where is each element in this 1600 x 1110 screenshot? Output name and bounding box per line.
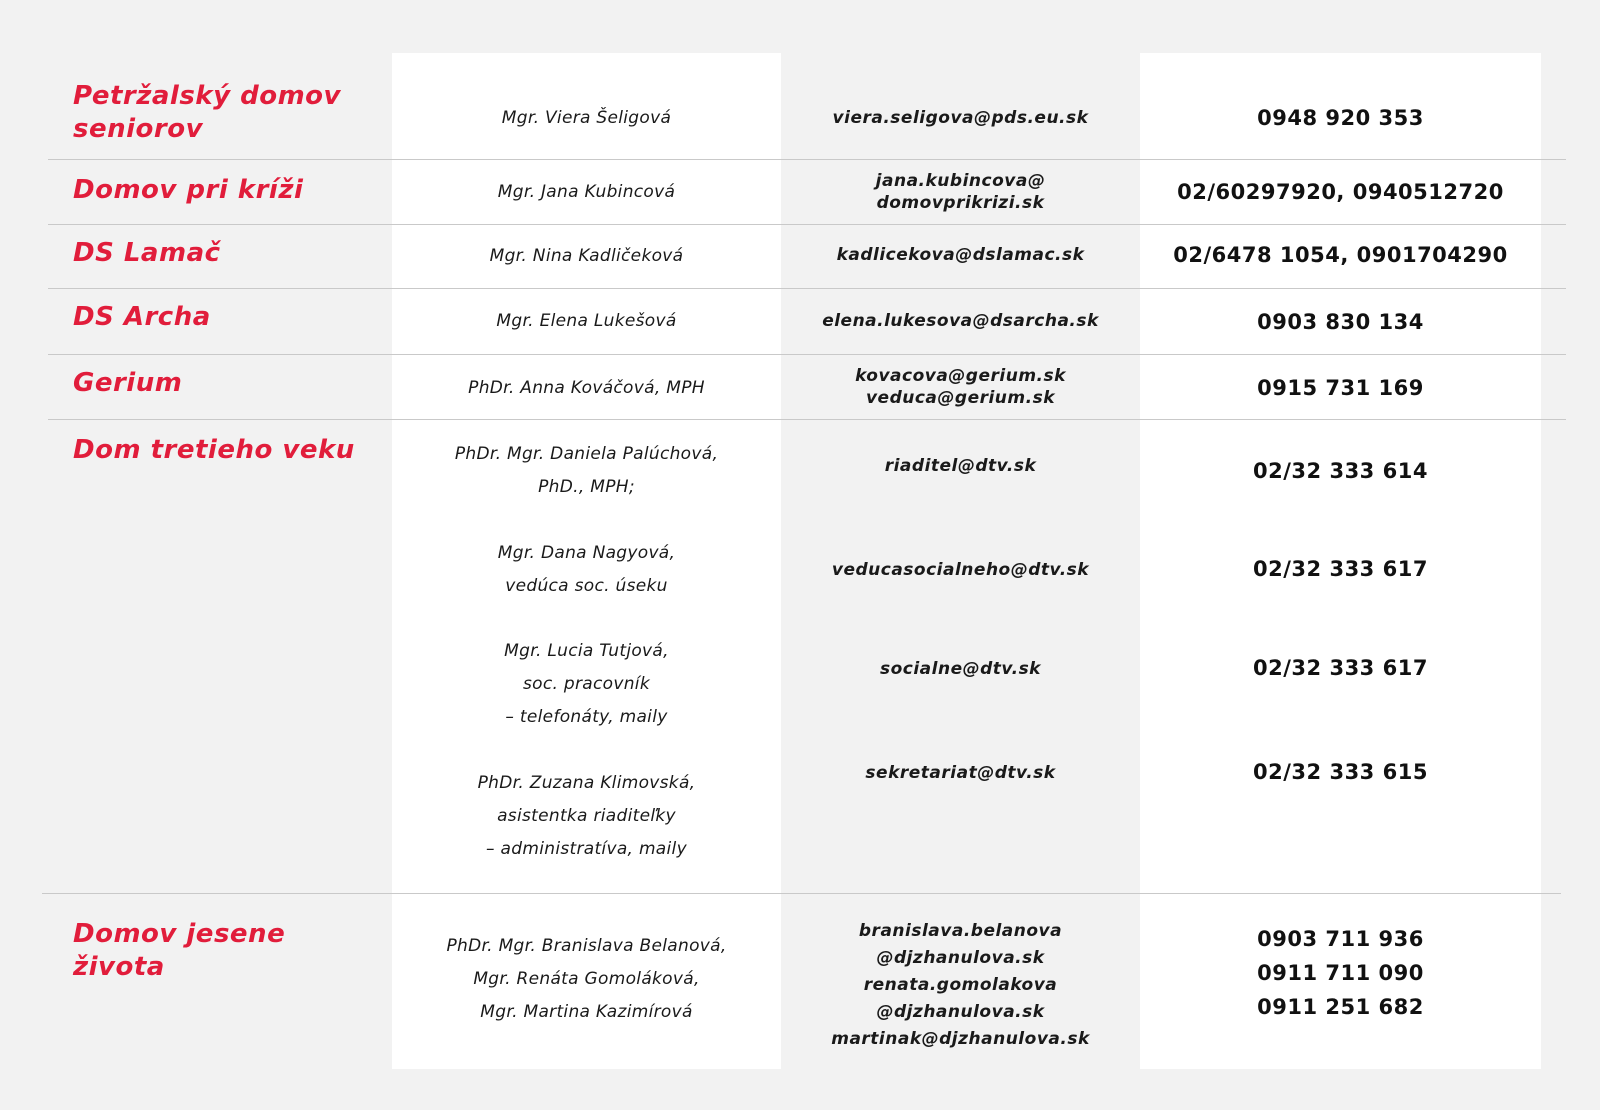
email-link[interactable]: sekretariat@dtv.sk — [865, 763, 1056, 783]
facility-name: DS Lamač — [73, 238, 221, 268]
table-row — [0, 160, 1600, 224]
table-row — [0, 225, 1600, 288]
phone-number: 02/60297920, 0940512720 — [1177, 180, 1504, 204]
contact-person: Mgr. Viera Šeligová — [501, 107, 672, 128]
contact-person: PhDr. Mgr. Branislava Belanová, Mgr. Renáta Gomoláková, Mgr. Martina Kazimírová — [446, 936, 727, 1022]
phone-number: 02/32 333 615 — [1253, 760, 1428, 784]
contact-person: Mgr. Dana Nagyová, vedúca soc. úseku — [497, 543, 676, 596]
contact-person: PhDr. Anna Kováčová, MPH — [468, 377, 705, 398]
facility-name: DS Archa — [73, 302, 211, 332]
phone-number: 02/32 333 617 — [1253, 656, 1428, 680]
contact-person: PhDr. Zuzana Klimovská, asistentka riaditeľky – administratíva, maily — [477, 773, 696, 859]
contact-person: Mgr. Elena Lukešová — [496, 311, 677, 331]
facility-name: Domov pri kríži — [73, 175, 304, 205]
table-row — [0, 420, 1600, 893]
contact-person: Mgr. Lucia Tutjová, soc. pracovník – telefonáty, maily — [504, 641, 669, 727]
email-link[interactable]: veducasocialneho@dtv.sk — [831, 560, 1090, 580]
email-link[interactable]: jana.kubincova@ domovprikrizi.sk — [875, 171, 1046, 213]
phone-number: 0915 731 169 — [1257, 376, 1424, 400]
phone-number: 02/32 333 614 — [1253, 459, 1428, 483]
table-row — [0, 289, 1600, 354]
email-link[interactable]: kovacova@gerium.sk veduca@gerium.sk — [855, 366, 1066, 408]
email-link[interactable]: kadlicekova@dslamac.sk — [836, 245, 1085, 265]
email-link[interactable]: socialne@dtv.sk — [879, 659, 1041, 679]
phone-number: 0903 830 134 — [1257, 309, 1424, 334]
phone-number: 02/32 333 617 — [1253, 557, 1428, 581]
facility-name: Domov jesene života — [73, 919, 286, 982]
phone-list: 0903 711 936 0911 711 090 0911 251 682 — [1257, 927, 1424, 1019]
table-row — [0, 53, 1600, 159]
phone-number: 02/6478 1054, 0901704290 — [1173, 243, 1508, 267]
contact-person: Mgr. Nina Kadličeková — [489, 246, 684, 266]
table-row — [0, 894, 1600, 1069]
facility-name: Gerium — [73, 368, 183, 398]
contact-person: Mgr. Jana Kubincová — [497, 181, 676, 202]
email-link[interactable]: elena.lukesova@dsarcha.sk — [822, 310, 1099, 331]
facility-name: Petržalský domov seniorov — [73, 81, 341, 144]
table-row — [0, 355, 1600, 419]
contact-person: PhDr. Mgr. Daniela Palúchová, PhD., MPH; — [454, 444, 719, 497]
email-link[interactable]: riaditel@dtv.sk — [884, 456, 1037, 476]
facility-name: Dom tretieho veku — [73, 435, 355, 465]
email-list[interactable]: branislava.belanova @djzhanulova.sk renata.gomolakova @djzhanulova.sk martinak@djzhanulova.sk — [831, 921, 1090, 1049]
email-link[interactable]: viera.seligova@pds.eu.sk — [832, 108, 1089, 128]
phone-number: 0948 920 353 — [1257, 106, 1424, 130]
